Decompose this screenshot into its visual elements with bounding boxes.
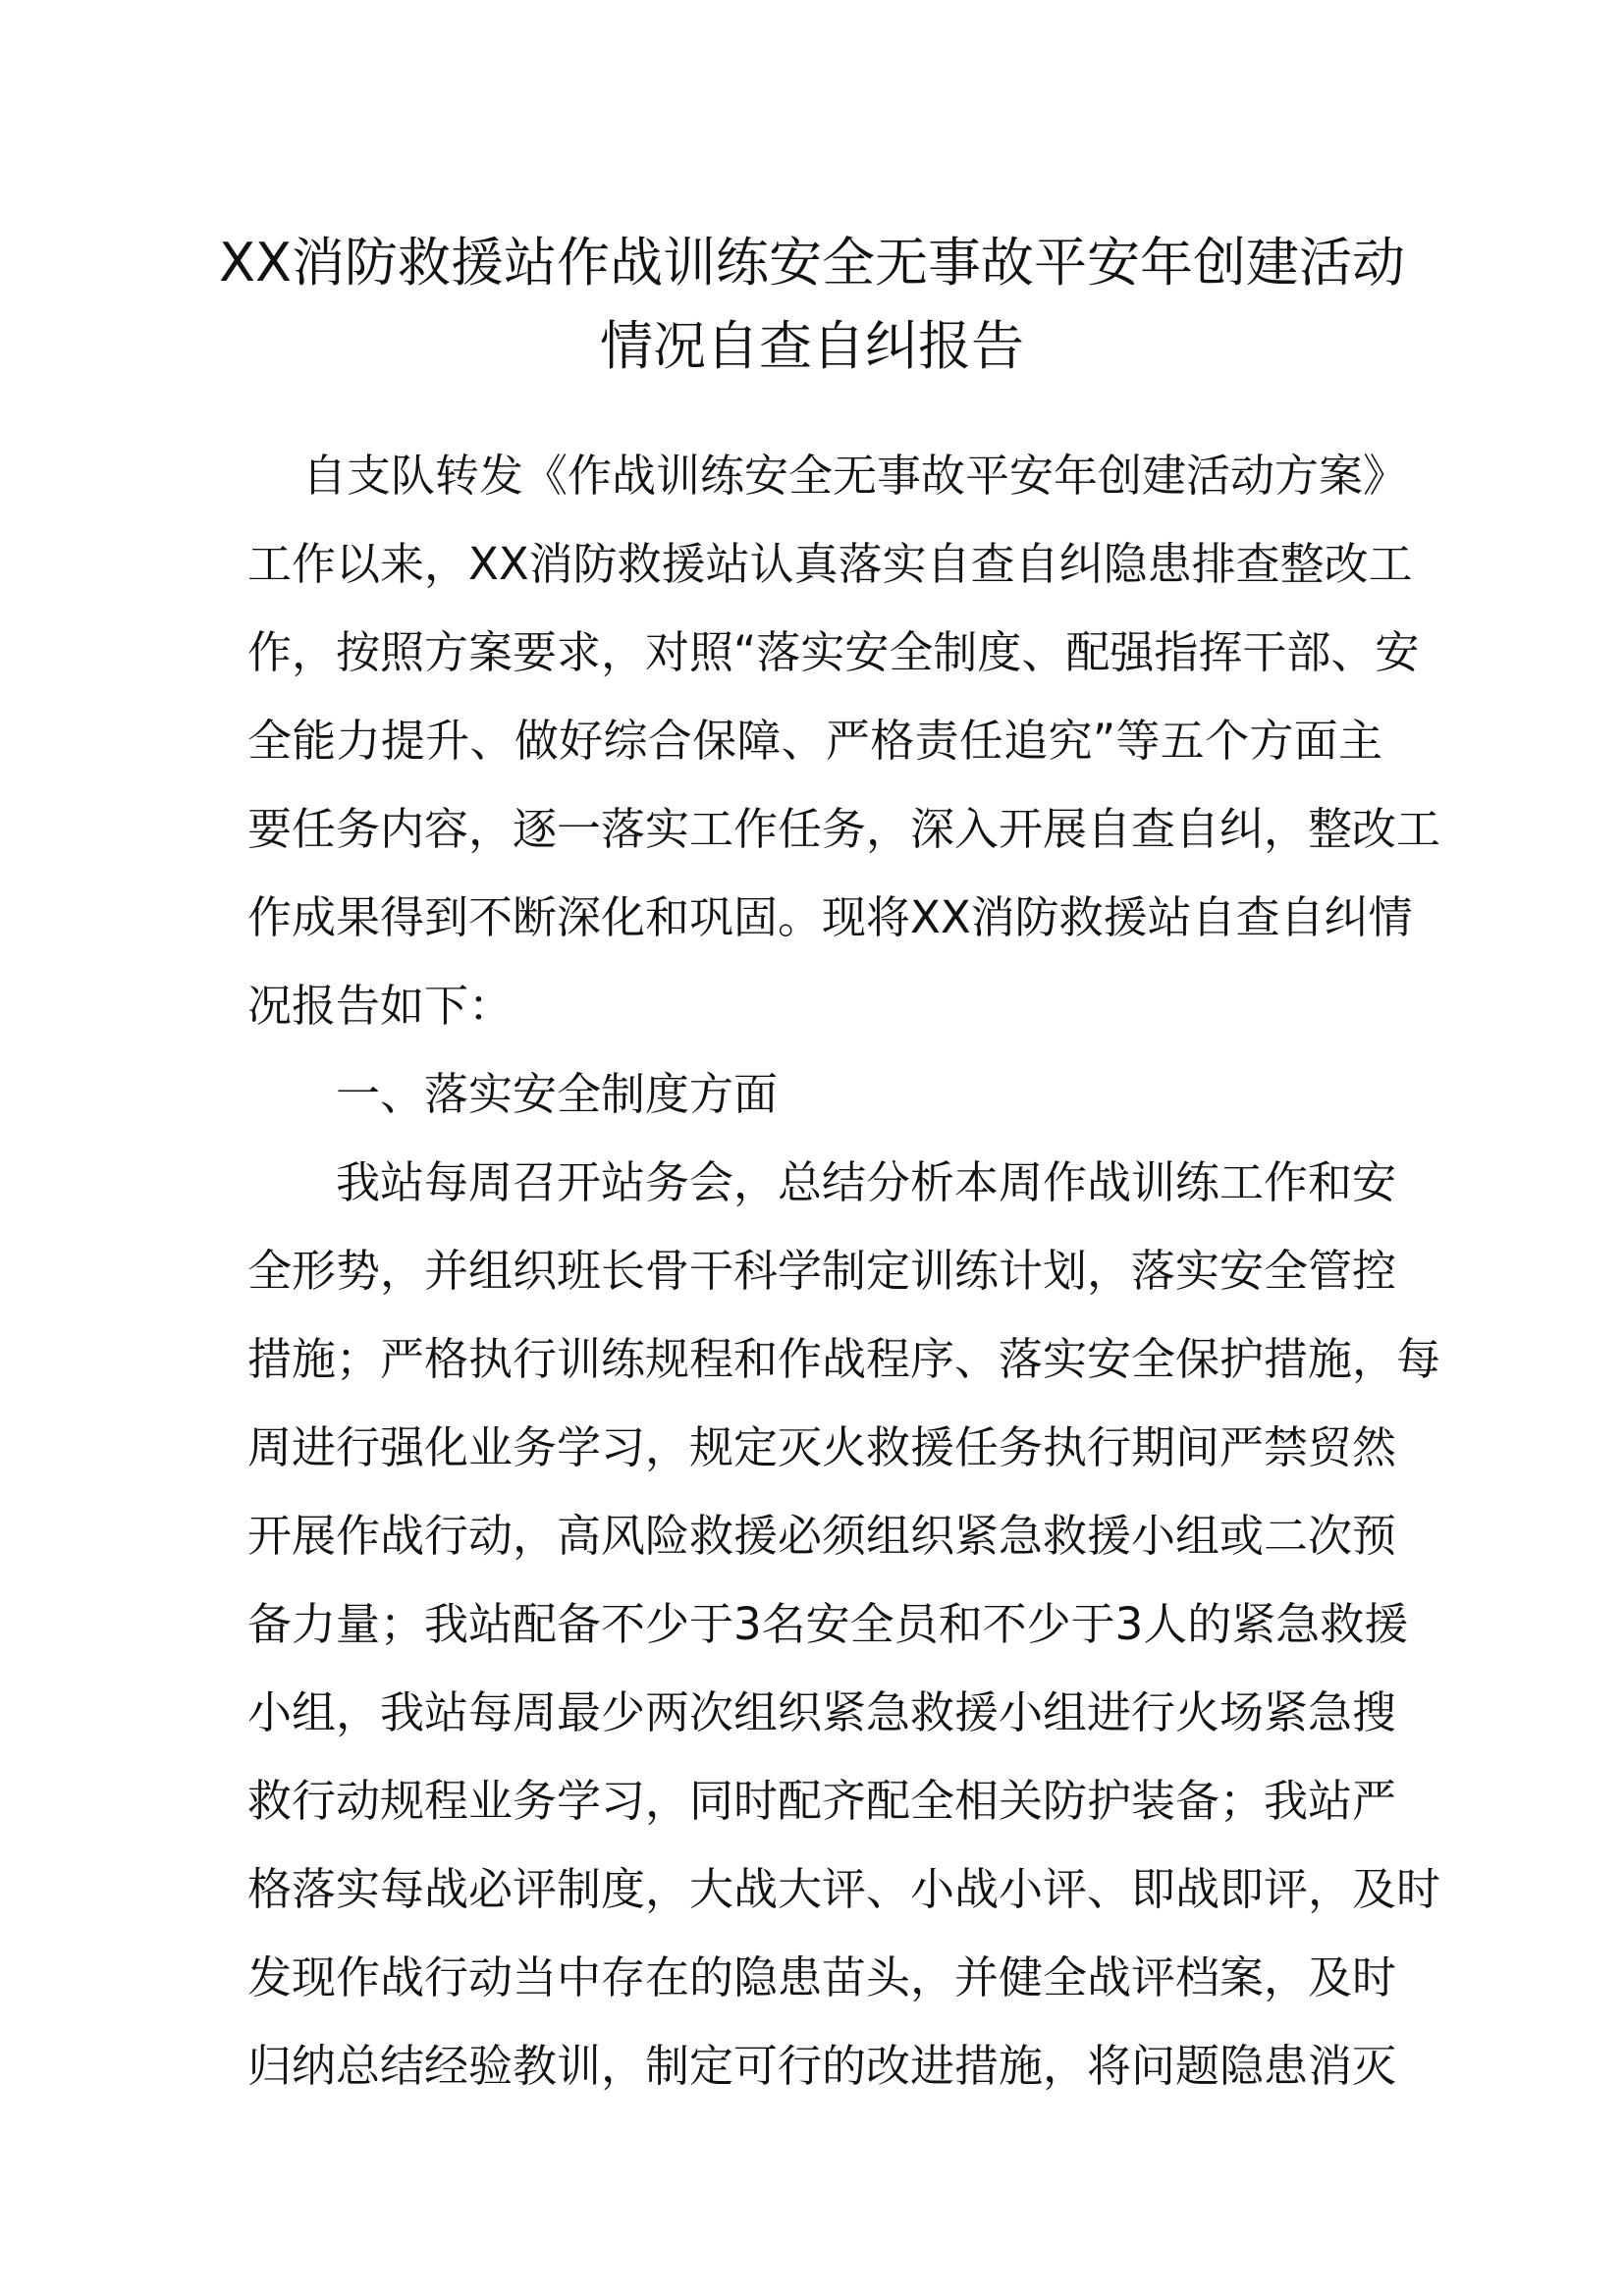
title-line-1: XX消防救援站作战训练安全无事故平安年创建活动	[219, 232, 1405, 294]
document-body	[247, 432, 1441, 2110]
title-line-2: 情况自查自纠报告	[600, 315, 1024, 377]
text-line: 全能力提升、做好综合保障、严格责任追究”等五个方面主	[247, 715, 1382, 767]
text-line: 作成果得到不断深化和巩固。现将XX消防救援站自查自纠情	[247, 891, 1413, 943]
text-line: 格落实每战必评制度，大战大评、小战小评、即战即评，及时	[247, 1863, 1441, 1915]
text-line: 我站每周召开站务会，总结分析本周作战训练工作和安	[336, 1156, 1397, 1208]
text-line: 工作以来，XX消防救援站认真落实自查自纠隐患排查整改工	[247, 538, 1413, 590]
text-line: 小组，我站每周最少两次组织紧急救援小组进行火场紧急搜	[247, 1686, 1397, 1738]
text-line: 全形势，并组织班长骨干科学制定训练计划，落实安全管控	[247, 1245, 1397, 1297]
text-line: 要任务内容，逐一落实工作任务，深入开展自查自纠，整改工	[247, 803, 1441, 855]
text-line: 备力量；我站配备不少于3名安全员和不少于3人的紧急救援	[247, 1598, 1409, 1650]
text-line: 况报告如下：	[247, 980, 514, 1032]
document-title	[196, 221, 1428, 388]
text-line: 作，按照方案要求，对照“落实安全制度、配强指挥干部、安	[247, 626, 1420, 678]
section-paragraph	[247, 1139, 1441, 2110]
section-heading: 一、落实安全制度方面	[336, 1068, 779, 1120]
text-line: 发现作战行动当中存在的隐患苗头，并健全战评档案，及时	[247, 1951, 1397, 2003]
text-line: 自支队转发《作战训练安全无事故平安年创建活动方案》	[302, 450, 1408, 502]
text-line: 归纳总结经验教训，制定可行的改进措施，将问题隐患消灭	[247, 2040, 1397, 2092]
text-line: 救行动规程业务学习，同时配齐配全相关防护装备；我站严	[247, 1775, 1397, 1827]
text-line: 措施；严格执行训练规程和作战程序、落实安全保护措施，每	[247, 1333, 1441, 1385]
text-line: 开展作战行动，高风险救援必须组织紧急救援小组或二次预	[247, 1510, 1397, 1562]
text-line: 周进行强化业务学习，规定灭火救援任务执行期间严禁贸然	[247, 1421, 1397, 1473]
intro-paragraph	[247, 432, 1441, 1050]
